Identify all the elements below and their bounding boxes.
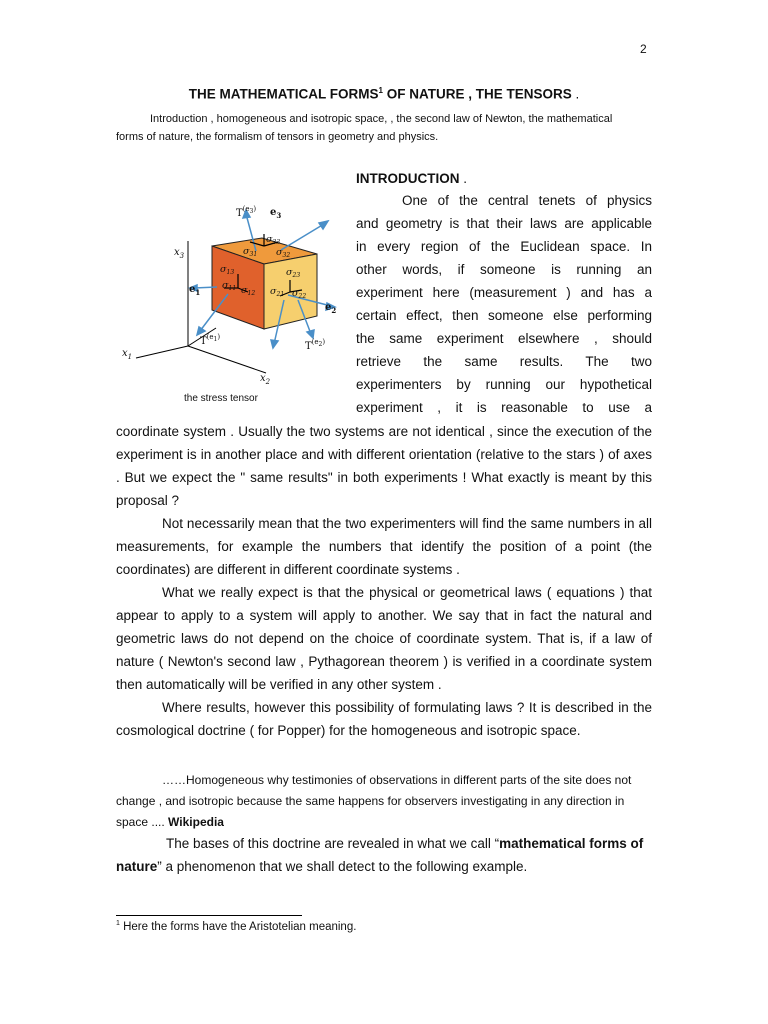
intro-column-text (356, 189, 652, 419)
t-e1-label: $T^{(e}_1^)$ (200, 333, 221, 347)
paragraph: Not necessarily mean that the two experimenters will find the same numbers in all measurements, for example the numbers that identify the position of a point (the coordinates) are different in different coordinate systems . (116, 516, 652, 577)
stress-tensor-diagram (116, 196, 352, 412)
col-line: other words, if someone is running an (356, 262, 652, 277)
subtitle: Introduction , homogeneous and isotropic space, , the second law of Newton, the mathematical forms of nature, the formalism of tensors in geometry and physics. (116, 113, 613, 143)
page-number: 2 (640, 42, 647, 56)
sigma-11: $\sigma_{11}$ (222, 280, 237, 292)
body-paragraphs (116, 512, 652, 742)
col-line: certain effect, then someone else performing (356, 308, 652, 323)
x1-label: $x_1$ (122, 348, 133, 361)
footnote: $^1$ Here the forms have the Aristotelian meaning. (116, 920, 357, 933)
stress-tensor-figure (116, 196, 352, 412)
sigma-31: $\sigma_{31}$ (243, 246, 258, 258)
sigma-13: $\sigma_{13}$ (220, 264, 235, 276)
e1-label: $e_1$ (189, 284, 201, 297)
e2-label: $e_2$ (325, 302, 337, 315)
paragraph: What we really expect is that the physical or geometrical laws ( equations ) that appear to apply to a system will apply to another. We say that in fact the natural and geometric laws do not depend on the choice of coordinate system. That is, if a law of nature ( Newton's second law , Pythagorean theorem ) is verified in a coordinate system then automatically will be verified in any other system . (116, 585, 652, 692)
bases-paragraph: The bases of this doctrine are revealed in what we call “mathematical forms of nature” a phenomenon that we shall detect to the following example. (116, 836, 644, 874)
sigma-23: $\sigma_{23}$ (286, 267, 301, 279)
intro-continuation: coordinate system . Usually the two systems are not identical , since the execution of the experiment is in another place and with different orientation (relative to the stars ) of axes . But we expect the " same results" in both experiments ! What exactly is meant by this proposal ? (116, 424, 652, 508)
sigma-12: $\sigma_{12}$ (241, 285, 256, 297)
x2-label: $x_2$ (260, 373, 271, 386)
sigma-32: $\sigma_{32}$ (276, 247, 291, 259)
sigma-21: $\sigma_{21}$ (270, 286, 285, 298)
footnote-rule (116, 915, 302, 916)
col-line: experimenters by running our hypothetical (356, 377, 652, 392)
col-line: and geometry is that their laws are applicable (356, 216, 652, 231)
t-e2-label: $T^{(e}_2^)$ (305, 338, 326, 352)
col-line: One of the central tenets of physics (402, 193, 652, 208)
sigma-22: $\sigma_{22}$ (292, 288, 307, 300)
col-line: the same experiment elsewhere , should (356, 331, 652, 346)
quote-source: Wikipedia (168, 815, 224, 829)
paragraph: Where results, however this possibility of formulating laws ? It is described in the cosmological doctrine ( for Popper) for the homogeneous and isotropic space. (116, 700, 652, 738)
section-heading-introduction: INTRODUCTION . (356, 171, 468, 186)
document-title: THE MATHEMATICAL FORMS$^1$ OF NATURE , THE TENSORS . (188, 86, 580, 102)
sigma-33: $\sigma_{33}$ (266, 234, 281, 246)
col-line: experiment here (measurement ) and has a (356, 285, 652, 300)
col-line: in every region of the Euclidean space. In (356, 239, 652, 254)
t-e3-label: $T^{(e}_3^)$ (236, 205, 257, 219)
x3-label: $x_3$ (174, 247, 185, 260)
col-line: experiment , it is reasonable to use a (356, 400, 652, 415)
wikipedia-quote: ……Homogeneous why testimonies of observations in different parts of the site does not change , and isotropic because the same happens for observers investigating in any direction in space .... Wikipedia (116, 773, 632, 829)
figure-caption: the stress tensor (184, 393, 258, 404)
e3-label: $e_3$ (270, 207, 282, 220)
footnote-ref: 1 (378, 86, 383, 95)
col-line: retrieve the same results. The two (356, 354, 652, 369)
